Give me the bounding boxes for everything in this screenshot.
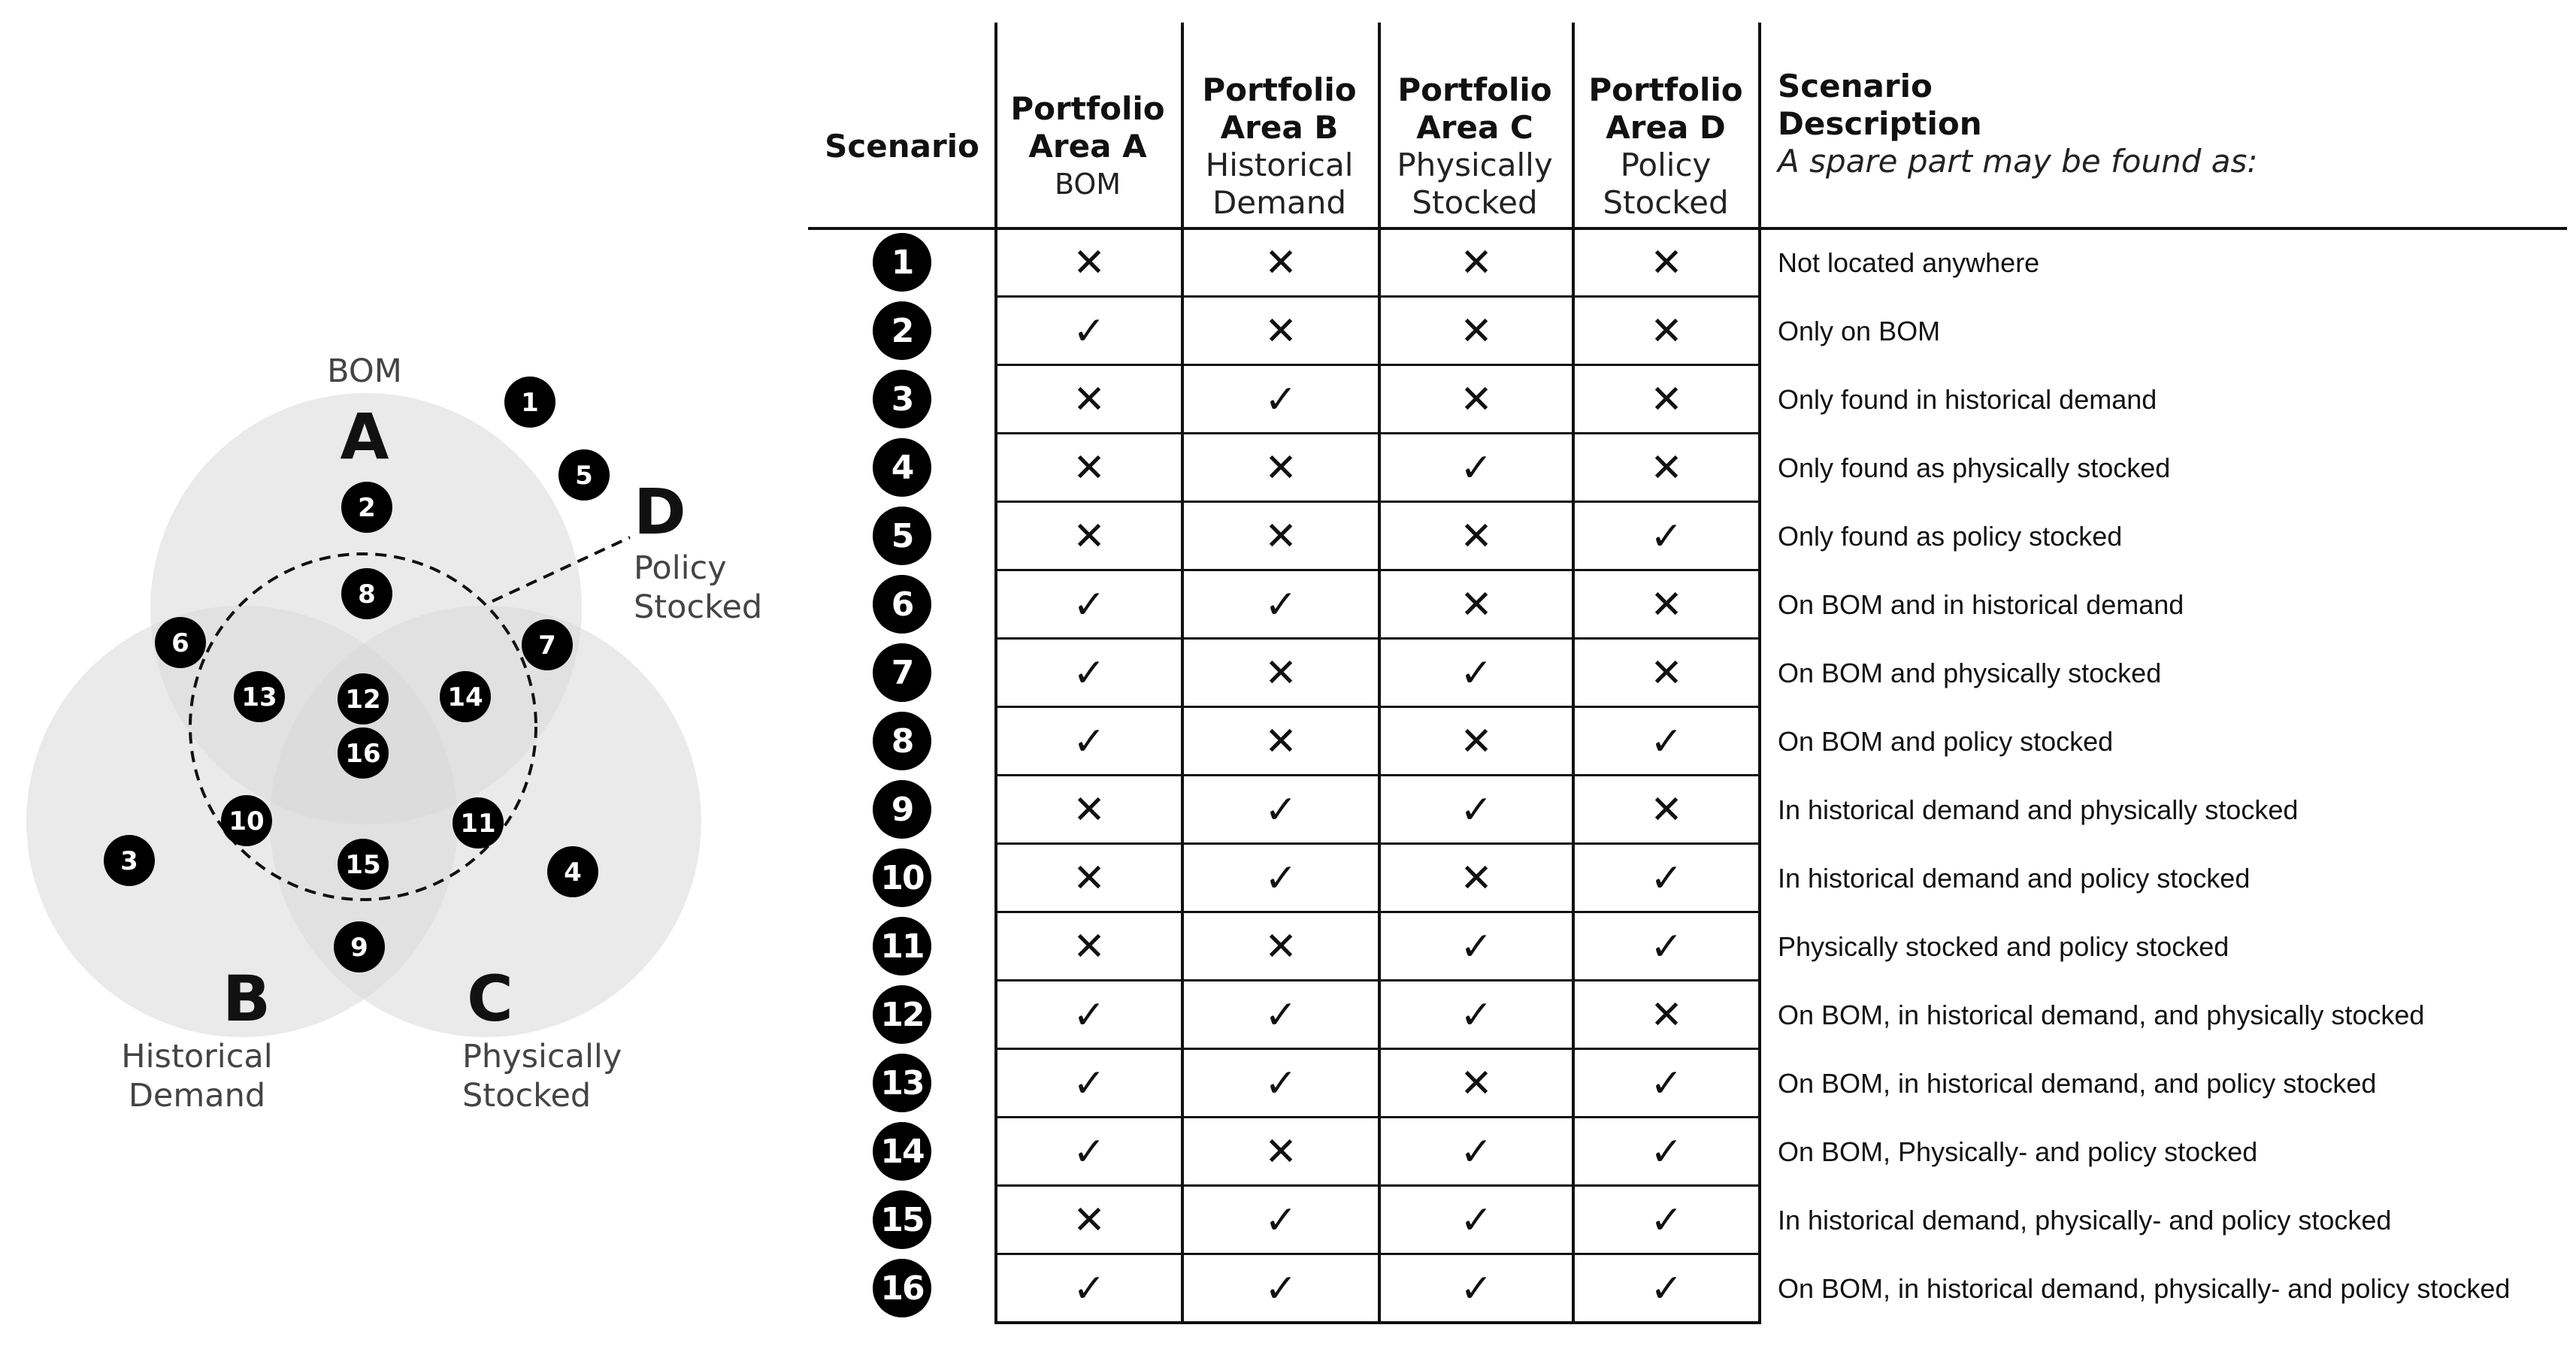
check-icon: ✓ — [1460, 992, 1493, 1038]
header-col-a — [994, 45, 1181, 248]
cross-icon: ✕ — [1073, 445, 1106, 491]
venn-badge-number: 4 — [564, 857, 582, 888]
scenario-badge-9: 9 — [873, 780, 931, 839]
label-c-name-1: Physically — [462, 1038, 622, 1075]
column-divider — [1181, 23, 1184, 1324]
column-divider — [1572, 23, 1575, 1324]
venn-badge-number: 10 — [229, 806, 265, 836]
label-b-letter: B — [222, 962, 271, 1036]
check-icon: ✓ — [1073, 1129, 1106, 1175]
scenario-badge-2: 2 — [873, 301, 931, 360]
scenario-badge-6: 6 — [873, 575, 931, 634]
scenario-badge-3: 3 — [873, 370, 931, 428]
cross-icon: ✕ — [1264, 924, 1297, 969]
check-icon: ✓ — [1264, 582, 1297, 628]
venn-badge-5 — [558, 449, 610, 501]
scenario-description: On BOM, in historical demand, and physically stocked — [1778, 999, 2425, 1030]
scenario-badge-5: 5 — [873, 507, 931, 565]
check-icon: ✓ — [1460, 1129, 1493, 1175]
cross-icon: ✕ — [1264, 513, 1297, 559]
cross-icon: ✕ — [1460, 308, 1493, 354]
label-b-name-1: Historical — [121, 1038, 273, 1075]
venn-badge-12 — [338, 673, 389, 724]
check-icon: ✓ — [1073, 1060, 1106, 1106]
header-col-d-line3: Policy — [1620, 147, 1712, 183]
check-icon: ✓ — [1073, 1266, 1106, 1311]
check-icon: ✓ — [1264, 1060, 1297, 1106]
scenario-description: In historical demand and policy stocked — [1778, 862, 2251, 894]
header-scenario — [808, 45, 996, 248]
header-description-line2: Description — [1778, 105, 1982, 142]
venn-badge-number: 6 — [171, 628, 189, 658]
venn-badge-number: 2 — [358, 493, 376, 523]
check-icon: ✓ — [1650, 855, 1683, 901]
scenario-description: On BOM, in historical demand, physically- and policy stocked — [1778, 1272, 2511, 1304]
cross-icon: ✕ — [1073, 787, 1106, 833]
scenario-description: On BOM, Physically- and policy stocked — [1778, 1136, 2258, 1167]
header-col-c — [1378, 45, 1572, 248]
check-icon: ✓ — [1650, 1129, 1683, 1175]
venn-badge-2 — [341, 482, 392, 533]
check-icon: ✓ — [1264, 1197, 1297, 1243]
venn-badge-16 — [338, 727, 389, 779]
check-icon: ✓ — [1650, 718, 1683, 764]
venn-badge-number: 5 — [575, 461, 593, 491]
header-col-b-line4: Demand — [1212, 184, 1347, 221]
check-icon: ✓ — [1650, 1197, 1683, 1243]
scenario-badge-14: 14 — [873, 1122, 931, 1181]
check-icon: ✓ — [1650, 1060, 1683, 1106]
label-c-letter: C — [467, 962, 513, 1036]
scenario-badge-16: 16 — [873, 1259, 931, 1317]
venn-badge-number: 1 — [521, 388, 539, 418]
header-col-a-line3: BOM — [1054, 168, 1122, 201]
check-icon: ✓ — [1650, 513, 1683, 559]
label-b-name-2: Demand — [128, 1077, 266, 1115]
scenario-description: Only found in historical demand — [1778, 383, 2157, 415]
check-icon: ✓ — [1073, 582, 1106, 628]
cross-icon: ✕ — [1073, 513, 1106, 559]
label-d-letter: D — [634, 475, 686, 549]
scenario-badge-13: 13 — [873, 1054, 931, 1112]
label-d-name-2: Stocked — [634, 588, 763, 626]
header-col-b-line2: Area B — [1220, 109, 1339, 146]
cross-icon: ✕ — [1264, 1129, 1297, 1175]
cross-icon: ✕ — [1264, 240, 1297, 286]
venn-badge-number: 13 — [241, 682, 277, 712]
venn-badge-6 — [155, 617, 206, 668]
check-icon: ✓ — [1460, 924, 1493, 969]
cross-icon: ✕ — [1460, 582, 1493, 628]
scenario-badge-15: 15 — [873, 1190, 931, 1249]
cross-icon: ✕ — [1650, 992, 1683, 1038]
cross-icon: ✕ — [1264, 718, 1297, 764]
venn-badge-3 — [104, 835, 155, 886]
check-icon: ✓ — [1264, 377, 1297, 422]
column-divider — [994, 23, 997, 1324]
header-col-a-line1: Portfolio — [1010, 90, 1165, 127]
check-icon: ✓ — [1460, 787, 1493, 833]
cross-icon: ✕ — [1460, 377, 1493, 422]
scenario-description: Not located anywhere — [1778, 247, 2040, 278]
header-col-c-line1: Portfolio — [1397, 71, 1552, 108]
label-c-name-2: Stocked — [462, 1077, 592, 1115]
check-icon: ✓ — [1073, 718, 1106, 764]
header-col-d-line1: Portfolio — [1588, 71, 1743, 108]
venn-badge-13 — [234, 671, 285, 722]
header-col-d-line4: Stocked — [1603, 184, 1729, 221]
venn-badge-number: 3 — [120, 846, 138, 876]
cross-icon: ✕ — [1073, 1197, 1106, 1243]
scenario-badge-12: 12 — [873, 985, 931, 1044]
check-icon: ✓ — [1460, 1197, 1493, 1243]
column-divider — [1378, 23, 1381, 1324]
scenario-description: In historical demand and physically stocked — [1778, 794, 2299, 825]
venn-badge-1 — [504, 377, 555, 428]
check-icon: ✓ — [1073, 992, 1106, 1038]
venn-badge-number: 15 — [345, 850, 381, 880]
scenario-description: In historical demand, physically- and policy stocked — [1778, 1204, 2392, 1236]
cross-icon: ✕ — [1650, 787, 1683, 833]
check-icon: ✓ — [1264, 1266, 1297, 1311]
header-col-d — [1572, 45, 1760, 248]
cross-icon: ✕ — [1650, 240, 1683, 286]
cross-icon: ✕ — [1073, 377, 1106, 422]
venn-badge-10 — [221, 795, 272, 846]
check-icon: ✓ — [1460, 650, 1493, 696]
scenario-badge-1: 1 — [873, 233, 931, 292]
venn-badge-number: 11 — [460, 809, 496, 839]
label-a-letter: A — [340, 400, 389, 473]
cross-icon: ✕ — [1460, 240, 1493, 286]
venn-badge-11 — [453, 797, 504, 848]
cross-icon: ✕ — [1650, 377, 1683, 422]
scenario-description: On BOM and in historical demand — [1778, 588, 2184, 620]
scenario-description: Physically stocked and policy stocked — [1778, 930, 2229, 962]
venn-badge-7 — [522, 619, 573, 670]
check-icon: ✓ — [1264, 855, 1297, 901]
cross-icon: ✕ — [1460, 1060, 1493, 1106]
venn-badge-9 — [334, 921, 385, 972]
cross-icon: ✕ — [1073, 924, 1106, 969]
scenario-description: On BOM and policy stocked — [1778, 725, 2114, 757]
header-col-a-line2: Area A — [1028, 128, 1147, 165]
venn-badge-8 — [341, 568, 392, 619]
cross-icon: ✕ — [1264, 650, 1297, 696]
scenario-description: On BOM and physically stocked — [1778, 657, 2162, 688]
header-col-d-line2: Area D — [1606, 109, 1726, 146]
cross-icon: ✕ — [1073, 855, 1106, 901]
check-icon: ✓ — [1650, 1266, 1683, 1311]
check-icon: ✓ — [1264, 787, 1297, 833]
scenario-badge-7: 7 — [873, 643, 931, 702]
venn-diagram — [0, 0, 797, 1349]
check-icon: ✓ — [1073, 650, 1106, 696]
header-col-b — [1181, 45, 1378, 248]
cross-icon: ✕ — [1460, 855, 1493, 901]
scenario-badge-11: 11 — [873, 917, 931, 975]
scenario-description: Only found as policy stocked — [1778, 520, 2123, 552]
scenario-badge-10: 10 — [873, 848, 931, 907]
header-col-c-line2: Area C — [1416, 109, 1533, 146]
venn-badge-number: 8 — [358, 579, 376, 609]
cross-icon: ✕ — [1264, 308, 1297, 354]
check-icon: ✓ — [1264, 992, 1297, 1038]
venn-badge-15 — [338, 839, 389, 890]
check-icon: ✓ — [1460, 1266, 1493, 1311]
venn-badge-number: 14 — [447, 682, 483, 712]
venn-badge-4 — [547, 846, 598, 897]
check-icon: ✓ — [1650, 924, 1683, 969]
column-divider — [1758, 23, 1761, 1324]
cross-icon: ✕ — [1460, 513, 1493, 559]
scenario-description: Only found as physically stocked — [1778, 452, 2171, 483]
label-d-name-1: Policy — [634, 549, 727, 587]
cross-icon: ✕ — [1650, 650, 1683, 696]
header-col-b-line1: Portfolio — [1202, 71, 1357, 108]
cross-icon: ✕ — [1264, 445, 1297, 491]
header-col-b-line3: Historical — [1205, 147, 1354, 183]
cross-icon: ✕ — [1460, 718, 1493, 764]
scenario-description: Only on BOM — [1778, 315, 1941, 346]
label-a-name: BOM — [327, 352, 402, 390]
venn-badge-number: 7 — [538, 631, 556, 661]
header-col-c-line3: Physically — [1397, 147, 1553, 183]
header-col-c-line4: Stocked — [1412, 184, 1538, 221]
scenario-matrix — [808, 23, 2567, 1334]
scenario-badge-4: 4 — [873, 438, 931, 497]
cross-icon: ✕ — [1650, 582, 1683, 628]
cross-icon: ✕ — [1650, 308, 1683, 354]
header-scenario-label: Scenario — [825, 128, 979, 165]
header-description-line3: A spare part may be found as: — [1778, 143, 2258, 180]
venn-badge-number: 16 — [345, 739, 381, 769]
venn-badge-14 — [440, 671, 491, 722]
header-description-line1: Scenario — [1778, 68, 1933, 104]
scenario-badge-8: 8 — [873, 712, 931, 770]
cross-icon: ✕ — [1073, 240, 1106, 286]
venn-badge-number: 12 — [345, 685, 381, 715]
venn-badge-number: 9 — [350, 933, 368, 963]
cross-icon: ✕ — [1650, 445, 1683, 491]
scenario-description: On BOM, in historical demand, and policy stocked — [1778, 1067, 2377, 1099]
check-icon: ✓ — [1460, 445, 1493, 491]
check-icon: ✓ — [1073, 308, 1106, 354]
